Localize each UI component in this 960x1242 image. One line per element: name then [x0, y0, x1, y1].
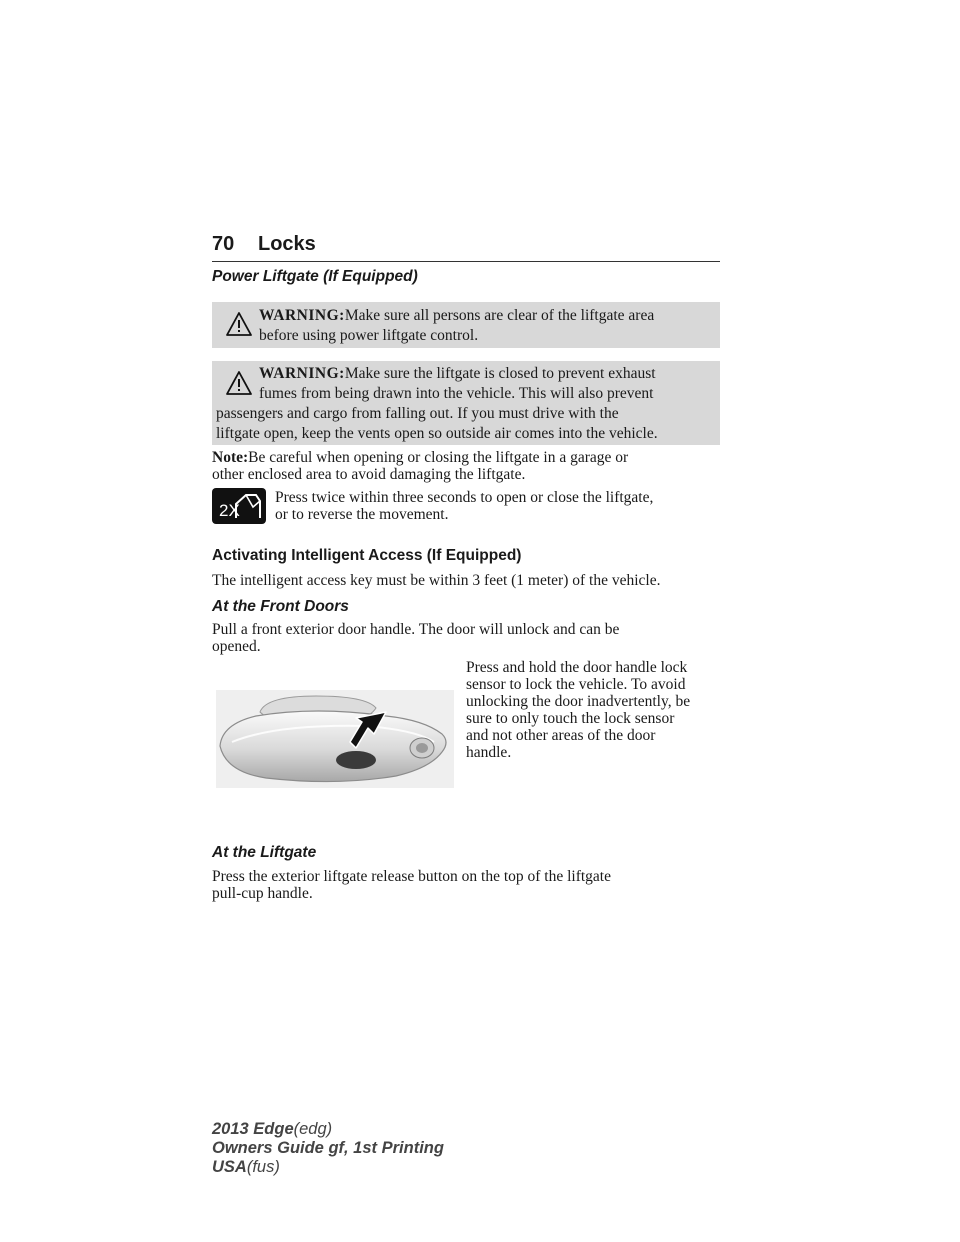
warning-line: Make sure the liftgate is closed to prevent exhaust — [344, 365, 656, 382]
note-label: Note: — [212, 449, 249, 466]
page-number: 70 — [212, 233, 235, 255]
note-line: other enclosed area to avoid damaging the liftgate. — [212, 466, 526, 483]
warning-text-1 — [259, 306, 654, 346]
warning-box-1 — [212, 302, 720, 348]
lock-sensor-line: handle. — [466, 744, 512, 761]
key-icon-line: or to reverse the movement. — [275, 506, 449, 523]
lock-sensor-line: and not other areas of the door — [466, 727, 656, 744]
lock-sensor-line: Press and hold the door handle lock — [466, 659, 688, 676]
note-paragraph — [212, 449, 720, 483]
front-doors-paragraph — [212, 621, 720, 655]
section-heading-front-doors: At the Front Doors — [212, 598, 349, 615]
front-doors-line: Pull a front exterior door handle. The door will unlock and can be — [212, 621, 620, 638]
lock-sensor-line: sure to only touch the lock sensor — [466, 710, 675, 727]
page-footer — [212, 1120, 444, 1177]
section-heading-intelligent-access: Activating Intelligent Access (If Equipped) — [212, 547, 522, 564]
warning-triangle-icon — [226, 312, 252, 336]
footer-model-code: (edg) — [293, 1120, 333, 1138]
liftgate-symbol — [212, 488, 266, 524]
key-icon-line: Press twice within three seconds to open or close the liftgate, — [275, 489, 654, 506]
warning-label: WARNING: — [259, 365, 345, 382]
intelligent-access-text: The intelligent access key must be within 3 feet (1 meter) of the vehicle. — [212, 572, 661, 589]
lock-sensor-line: unlocking the door inadvertently, be — [466, 693, 691, 710]
lock-sensor-line: sensor to lock the vehicle. To avoid — [466, 676, 686, 693]
liftgate-line: Press the exterior liftgate release button on the top of the liftgate — [212, 868, 611, 885]
warning-line: fumes from being drawn into the vehicle. This will also prevent — [259, 385, 654, 402]
key-icon-label: 2X — [219, 501, 240, 520]
liftgate-paragraph — [212, 868, 720, 902]
lock-sensor-paragraph — [466, 659, 720, 761]
footer-guide: Owners Guide gf, 1st Printing — [212, 1139, 444, 1157]
page-header — [212, 229, 720, 262]
warning-line: Make sure all persons are clear of the liftgate area — [344, 307, 655, 324]
front-doors-line: opened. — [212, 638, 261, 655]
chapter-title: Locks — [258, 233, 316, 255]
footer-market: USA — [212, 1158, 247, 1176]
warning-line: liftgate open, keep the vents open so outside air comes into the vehicle. — [216, 425, 658, 442]
warning-text-2a — [259, 364, 656, 404]
warning-triangle-icon — [226, 371, 252, 395]
footer-market-code: (fus) — [246, 1158, 280, 1176]
liftgate-2x-icon — [212, 488, 266, 524]
section-heading-liftgate: At the Liftgate — [212, 844, 317, 861]
footer-model: 2013 Edge — [212, 1120, 294, 1138]
warning-label: WARNING: — [259, 307, 345, 324]
warning-box-2 — [212, 361, 720, 445]
section-heading-power-liftgate: Power Liftgate (If Equipped) — [212, 268, 418, 285]
door-handle-drawing — [216, 690, 454, 788]
warning-line: passengers and cargo from falling out. If you must drive with the — [216, 405, 619, 422]
warning-text-2b — [216, 404, 658, 444]
liftgate-line: pull-cup handle. — [212, 885, 313, 902]
key-icon-description — [275, 489, 720, 523]
door-handle-illustration — [216, 690, 454, 788]
note-line: Be careful when opening or closing the liftgate in a garage or — [248, 449, 629, 466]
warning-line: before using power liftgate control. — [259, 327, 479, 344]
